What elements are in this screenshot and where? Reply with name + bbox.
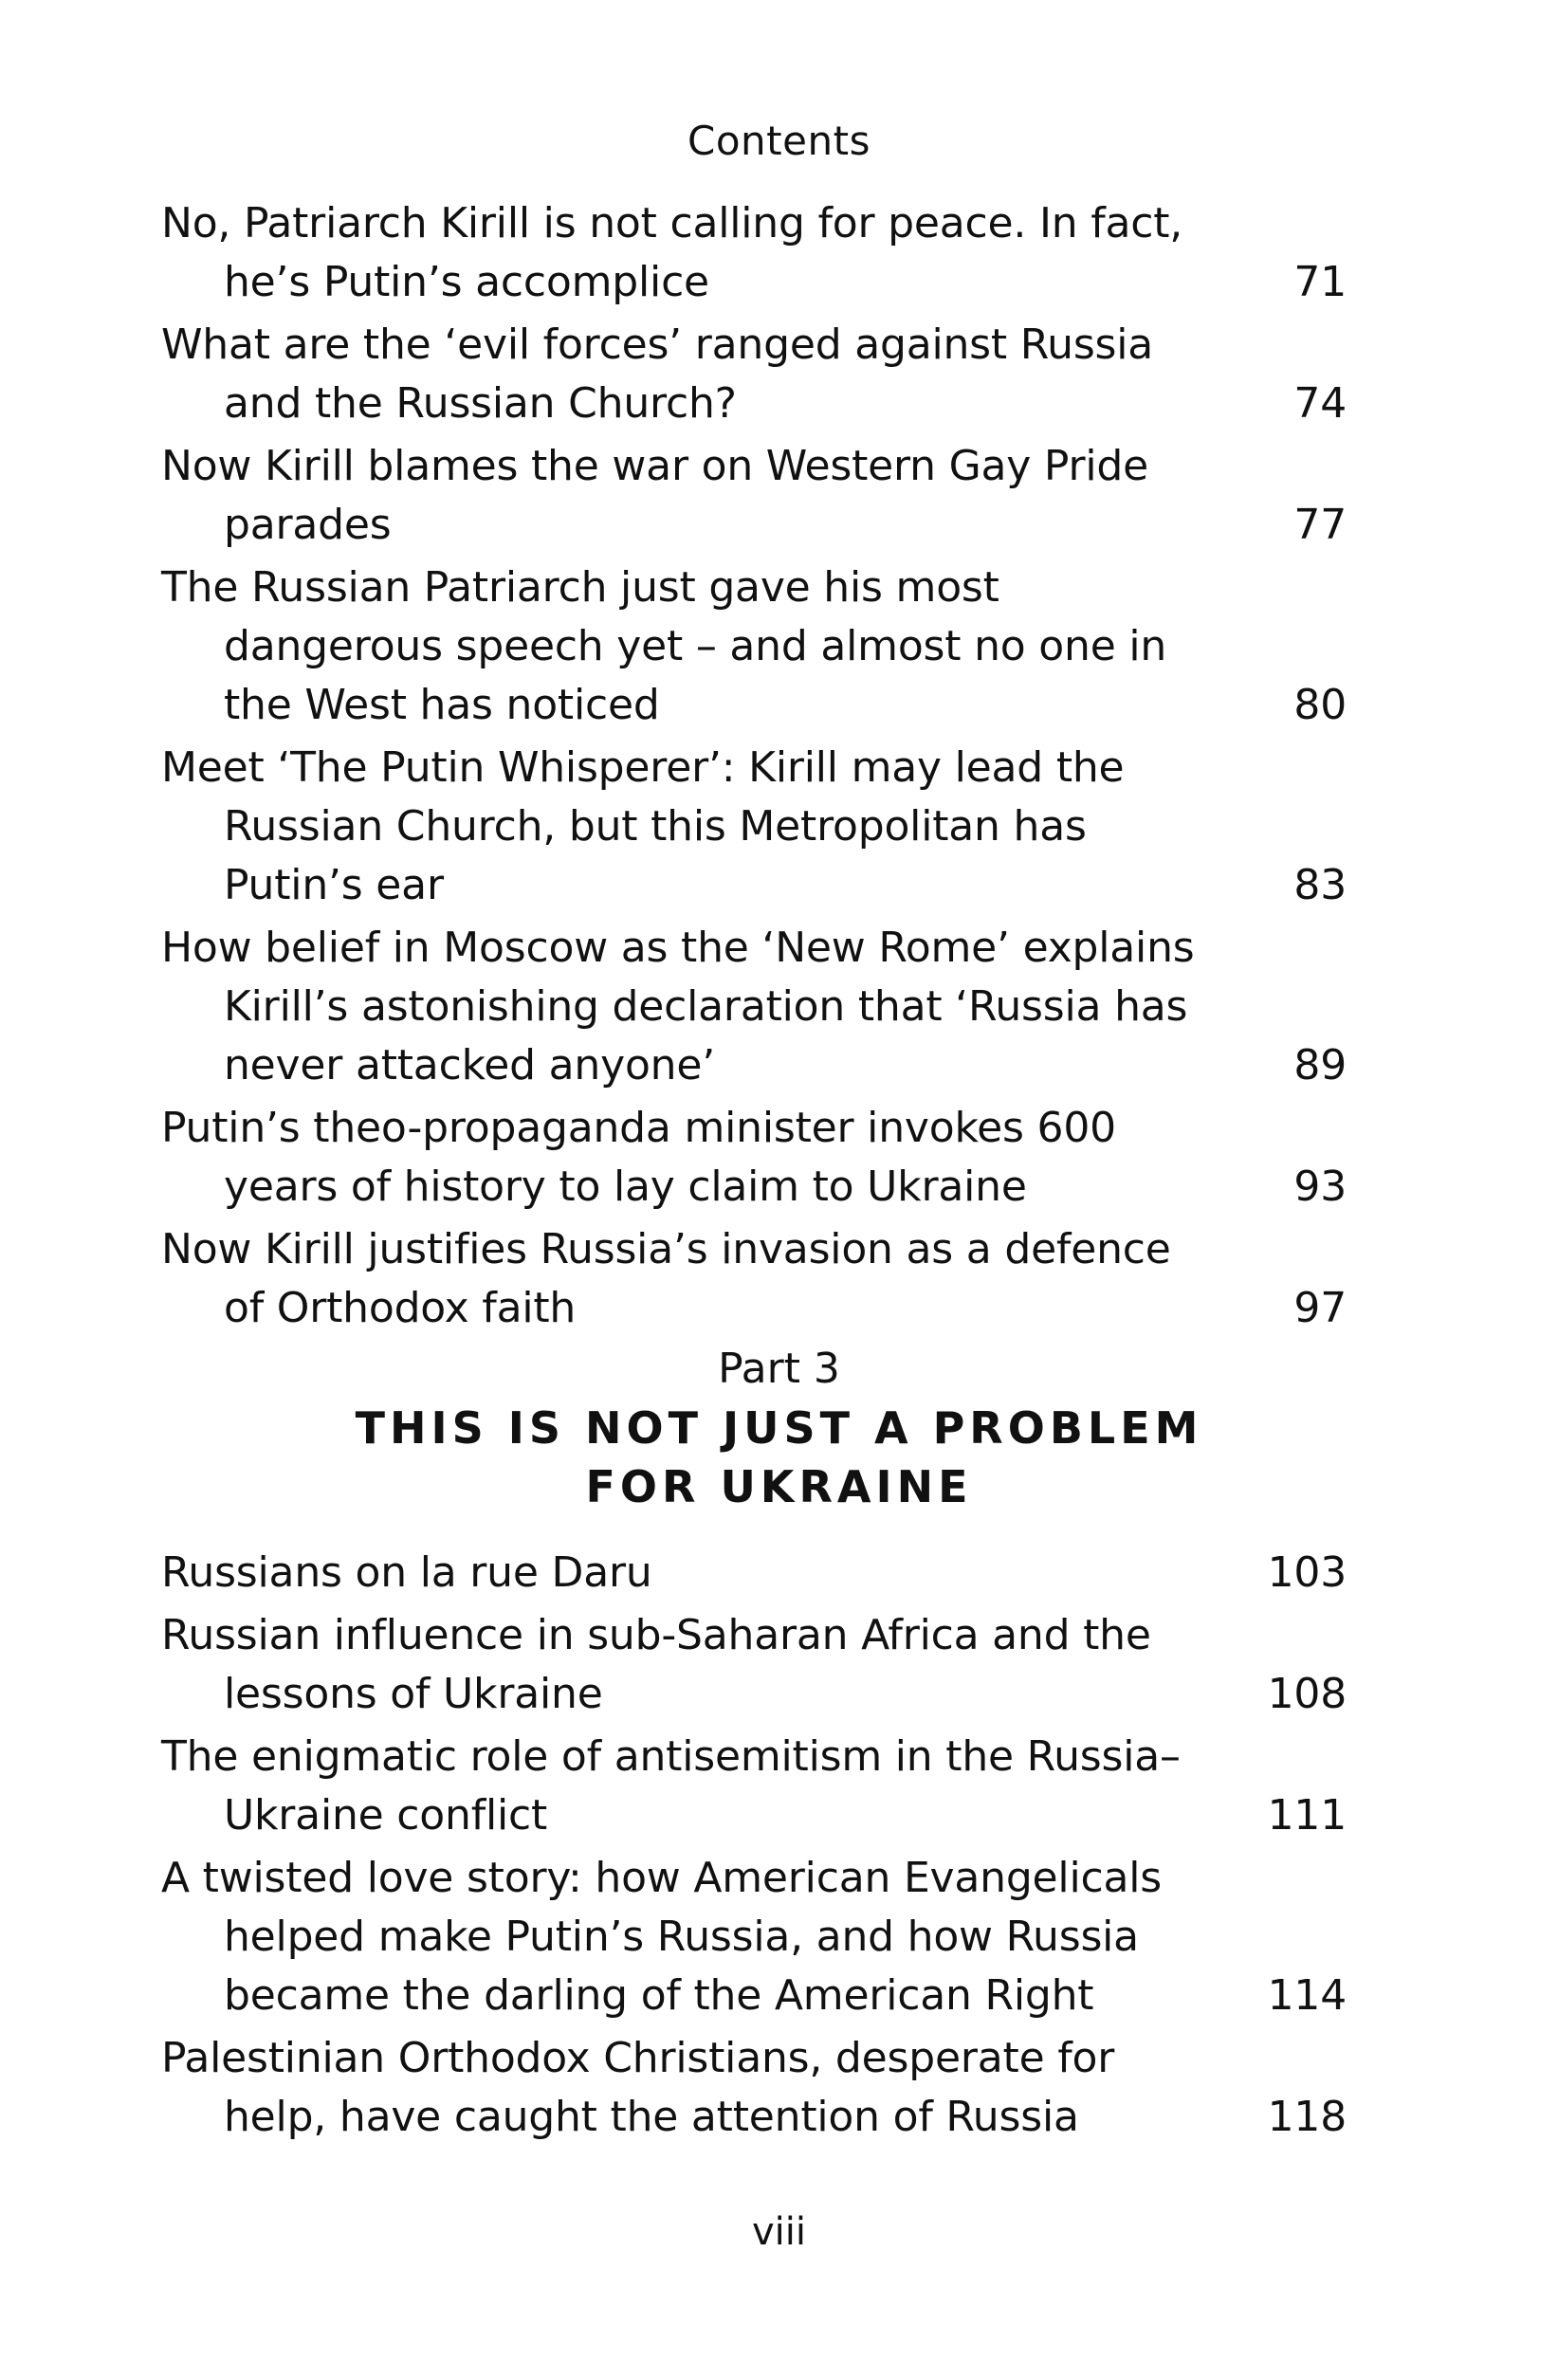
running-head: Contents [687,118,871,164]
toc-entry-title: Russians on la rue Daru [161,1548,652,1597]
toc-entry-title: Palestinian Orthodox Christians, desperate for help, have caught the attention of Russia [161,2034,1115,2141]
toc-entry-title: Now Kirill blames the war on Western Gay Pride parades [161,442,1148,549]
page-number: viii [751,2210,806,2254]
toc-entry-title: Putin’s theo-propaganda minister invokes 600 years of history to lay claim to Ukraine [161,1104,1116,1211]
toc-entry [161,1544,1347,1602]
toc-entry [161,437,1347,555]
toc-entry-title: What are the ‘evil forces’ ranged against Russia and the Russian Church? [161,320,1154,428]
toc-entry-title: No, Patriarch Kirill is not calling for peace. In fact, he’s Putin’s accomplice [161,199,1183,306]
toc-entry-title: Meet ‘The Putin Whisperer’: Kirill may lead the Russian Church, but this Metropolitan has Putin’s ear [161,743,1125,909]
toc-entry-title: The Russian Patriarch just gave his most dangerous speech yet – and almost no one in the West has noticed [161,563,1167,729]
part-title-line-1: THIS IS NOT JUST A PROBLEM [355,1402,1203,1454]
toc-entry [161,1099,1347,1217]
toc-entry [161,194,1347,312]
toc-entry-page: 80 [1293,681,1347,729]
toc-entry-page: 71 [1293,258,1347,306]
toc-entry [161,1606,1347,1724]
toc-entry [161,1728,1347,1845]
toc-entry [161,739,1347,915]
toc-entry-page: 77 [1293,501,1347,549]
toc-entry-page: 97 [1293,1284,1347,1332]
toc-entry-page: 108 [1267,1670,1347,1718]
toc-entry-title: Russian influence in sub-Saharan Africa and the lessons of Ukraine [161,1611,1151,1718]
toc-list-part-2 [161,194,1347,1342]
toc-entry-title: How belief in Moscow as the ‘New Rome’ explains Kirill’s astonishing declaration that ‘Russia has never attacked anyone’ [161,924,1195,1089]
toc-entry-page: 111 [1267,1791,1347,1840]
part-label: Part 3 [718,1345,840,1393]
toc-entry-title: The enigmatic role of antisemitism in the Russia–Ukraine conflict [161,1732,1181,1840]
toc-entry [161,316,1347,433]
toc-entry-page: 118 [1267,2093,1347,2141]
toc-entry [161,2029,1347,2147]
part-title-line-2: FOR UKRAINE [585,1461,973,1512]
toc-entry-title: Now Kirill justifies Russia’s invasion as a defence of Orthodox faith [161,1225,1171,1332]
toc-entry-page: 93 [1293,1163,1347,1211]
toc-entry-title: A twisted love story: how American Evangelicals helped make Putin’s Russia, and how Russia became the darling of the American Right [161,1854,1162,2020]
toc-entry-page: 103 [1267,1548,1347,1597]
toc-entry [161,1220,1347,1338]
toc-entry [161,919,1347,1095]
toc-entry-page: 83 [1293,861,1347,909]
toc-entry-page: 89 [1293,1041,1347,1089]
toc-entry-page: 114 [1267,1971,1347,2020]
toc-entry-page: 74 [1293,379,1347,428]
toc-entry [161,1849,1347,2025]
toc-list-part-3 [161,1544,1347,2151]
toc-entry [161,558,1347,735]
part-heading [0,1340,1558,1516]
